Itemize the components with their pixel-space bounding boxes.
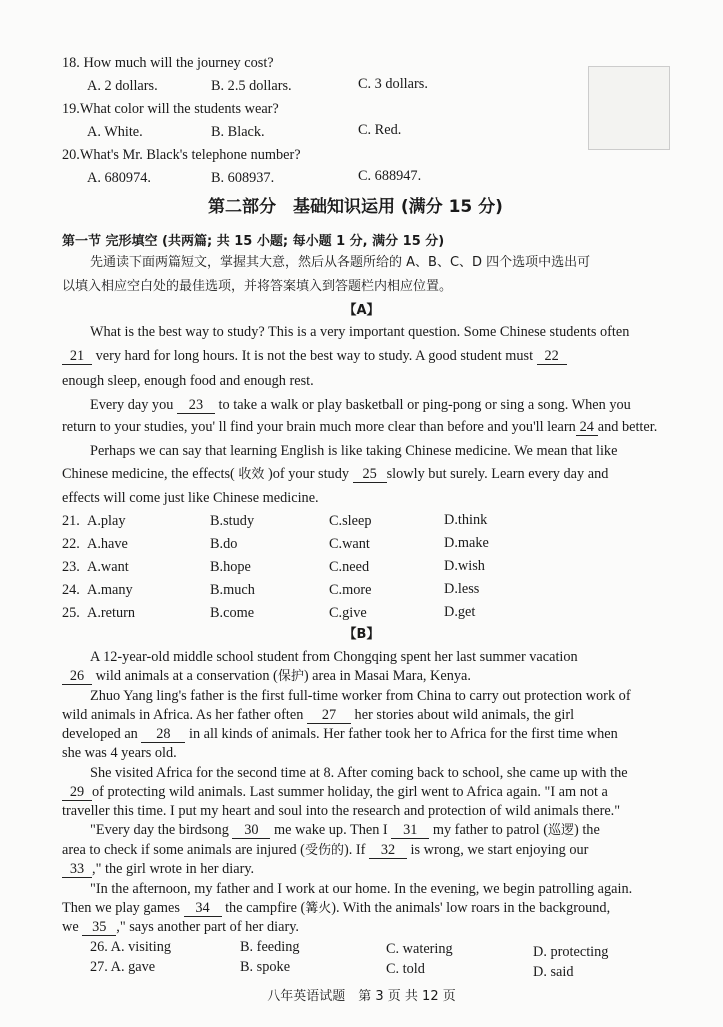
blank-30: 30 (232, 823, 270, 839)
option-18b: B. 2.5 dollars. (211, 78, 292, 94)
option-19a: A. White. (87, 124, 143, 140)
opt-27b: B. spoke (240, 959, 291, 975)
opt-23a: A.want (87, 559, 129, 575)
blank-21: 21 (62, 349, 92, 365)
passage-b-line15: we 35 ," says another part of her diary. (62, 919, 300, 935)
opt-num-21: 21. (62, 513, 80, 529)
option-20a: A. 680974. (87, 170, 151, 186)
opt-num-25: 25. (62, 605, 80, 621)
passage-a-line5: return to your studies, you' ll find your brain much more clear than before and you'll learn 24 and better. (62, 419, 658, 435)
opt-26c: C. watering (386, 941, 453, 957)
question-18: 18. How much will the journey cost? (62, 55, 274, 71)
passage-b-line11: area to check if some animals are injured (受伤的). If 32 is wrong, we start enjoying our (62, 842, 589, 858)
passage-b-line14: Then we play games 34 the campfire (篝火). With the animals' low roars in the background, (62, 900, 611, 916)
opt-24d: D.less (444, 581, 480, 597)
blank-23: 23 (177, 398, 215, 414)
instructions-line1: 先通读下面两篇短文，掌握其大意，然后从各题所给的 A、B、C、D 四个选项中选出可 (90, 255, 591, 270)
opt-24b: B.much (210, 582, 255, 598)
section1-title: 第一节 完形填空 (共两篇; 共 15 小题; 每小题 1 分, 满分 15 分) (62, 234, 445, 249)
passage-a-line1: What is the best way to study? This is a very important question. Some Chinese students often (90, 324, 630, 340)
passage-a-line7: Chinese medicine, the effects( 收效 )of your study 25 slowly but surely. Learn every day and (62, 466, 609, 482)
question-20: 20.What's Mr. Black's telephone number? (62, 147, 301, 163)
passage-b-line6: she was 4 years old. (62, 745, 177, 761)
opt-26b: B. feeding (240, 939, 300, 955)
passage-b-line10: "Every day the birdsong 30 me wake up. Then I 31 my father to patrol (巡逻) the (90, 822, 600, 838)
opt-num-24: 24. (62, 582, 80, 598)
passage-b-line2: 26 wild animals at a conservation (保护) area in Masai Mara, Kenya. (62, 669, 471, 685)
passage-a-line2: 21 very hard for long hours. It is not the best way to study. A good student must 22 (62, 349, 567, 365)
opt-22d: D.make (444, 535, 489, 551)
option-18c: C. 3 dollars. (358, 76, 428, 92)
instructions-line2: 以填入相应空白处的最佳选项，并将答案填入到答题栏内相应位置。 (62, 279, 453, 294)
passage-b-line12: 33 ," the girl wrote in her diary. (62, 862, 254, 878)
opt-22c: C.want (329, 536, 370, 552)
opt-27a: 27. A. gave (90, 959, 156, 975)
passage-b-label: 【B】 (343, 627, 380, 642)
opt-22a: A.have (87, 536, 128, 552)
question-19: 19.What color will the students wear? (62, 101, 279, 117)
passage-a-line6: Perhaps we can say that learning English is like taking Chinese medicine. We mean that like (90, 443, 618, 459)
option-19b: B. Black. (211, 124, 265, 140)
opt-23b: B.hope (210, 559, 251, 575)
passage-b-line5: developed an 28 in all kinds of animals. Her father took her to Africa for the first time when (62, 726, 618, 742)
option-20b: B. 608937. (211, 170, 275, 186)
blank-34: 34 (184, 901, 222, 917)
passage-a-line4: Every day you 23 to take a walk or play basketball or ping-pong or sing a song. When you (90, 397, 631, 413)
blank-26: 26 (62, 669, 92, 685)
passage-a-line8: effects will come just like Chinese medicine. (62, 490, 319, 506)
blank-31: 31 (391, 823, 429, 839)
opt-21b: B.study (210, 513, 255, 529)
opt-25a: A.return (87, 605, 136, 621)
opt-21c: C.sleep (329, 513, 372, 529)
passage-b-line7: She visited Africa for the second time at 8. After coming back to school, she came up with the (90, 765, 628, 781)
passage-b-line1: A 12-year-old middle school student from Chongqing spent her last summer vacation (90, 649, 578, 665)
page-footer: 八年英语试题 第 3 页 共 12 页 (267, 989, 456, 1004)
blank-35: 35 (82, 920, 116, 936)
blank-29: 29 (62, 785, 92, 801)
blank-27: 27 (307, 708, 351, 724)
opt-27d: D. said (533, 964, 574, 980)
opt-26d: D. protecting (533, 944, 609, 960)
opt-21d: D.think (444, 512, 488, 528)
passage-a-line3: enough sleep, enough food and enough rest. (62, 373, 314, 389)
opt-27c: C. told (386, 961, 425, 977)
blank-28: 28 (141, 727, 185, 743)
partial-picture (588, 66, 670, 150)
passage-b-line4: wild animals in Africa. As her father often 27 her stories about wild animals, the girl (62, 707, 575, 723)
opt-24c: C.more (329, 582, 372, 598)
passage-b-line3: Zhuo Yang ling's father is the first full-time worker from China to carry out protection work of (90, 688, 631, 704)
opt-22b: B.do (210, 536, 238, 552)
opt-24a: A.many (87, 582, 133, 598)
opt-26a: 26. A. visiting (90, 939, 172, 955)
passage-a-label: 【A】 (343, 303, 380, 318)
blank-25: 25 (353, 467, 387, 483)
opt-23c: C.need (329, 559, 370, 575)
opt-25d: D.get (444, 604, 476, 620)
blank-22: 22 (537, 349, 567, 365)
opt-num-22: 22. (62, 536, 80, 552)
option-19c: C. Red. (358, 122, 402, 138)
option-20c: C. 688947. (358, 168, 422, 184)
passage-b-line13: "In the afternoon, my father and I work at our home. In the evening, we begin patrolling again. (90, 881, 633, 897)
passage-b-line8: 29 of protecting wild animals. Last summer holiday, the girl went to Africa again. "I am not a (62, 785, 608, 801)
blank-32: 32 (369, 843, 407, 859)
opt-25c: C.give (329, 605, 367, 621)
opt-num-23: 23. (62, 559, 80, 575)
option-18a: A. 2 dollars. (87, 78, 158, 94)
opt-21a: A.play (87, 513, 126, 529)
blank-24: 24 (576, 420, 598, 436)
passage-b-line9: traveller this time. I put my heart and soul into the research and protection of wild animals there." (62, 803, 621, 819)
opt-23d: D.wish (444, 558, 485, 574)
opt-25b: B.come (210, 605, 255, 621)
part2-title: 第二部分 基础知识运用 (满分 15 分) (208, 197, 503, 217)
blank-33: 33 (62, 862, 92, 878)
